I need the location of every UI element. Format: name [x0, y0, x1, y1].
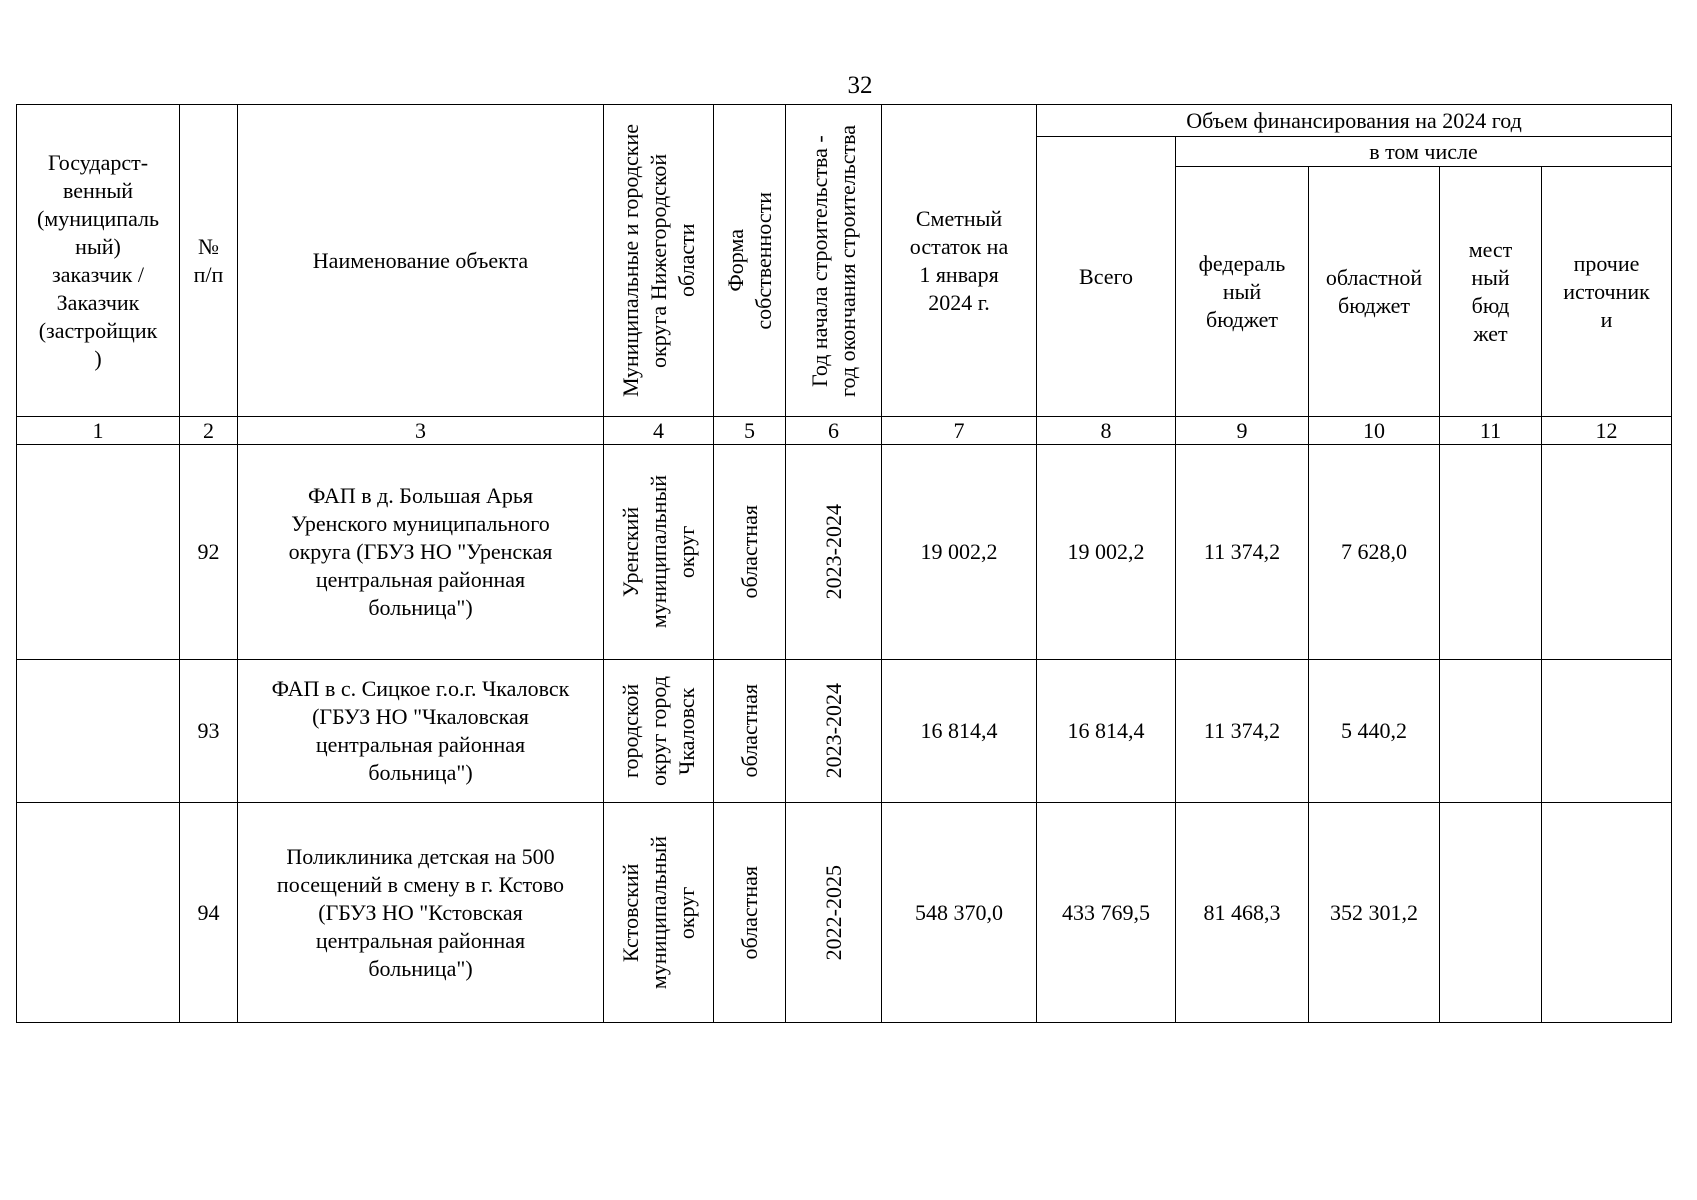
balance-cell: 16 814,4 — [882, 660, 1037, 803]
column-number: 12 — [1542, 417, 1672, 445]
header-financing-group: Объем финансирования на 2024 год — [1037, 105, 1672, 137]
district-cell — [604, 803, 714, 1023]
ownership-text: областная — [736, 684, 762, 778]
years-text: 2023-2024 — [820, 504, 846, 600]
object-name-cell: ФАП в д. Большая Арья Уренского муниципального округа (ГБУЗ НО "Уренская центральная районная больница") — [238, 445, 604, 660]
customer-cell — [17, 803, 180, 1023]
header-district-text: Муниципальные и городские округа Нижегородской области — [617, 124, 699, 397]
years-cell — [786, 803, 882, 1023]
balance-cell: 548 370,0 — [882, 803, 1037, 1023]
local-cell — [1440, 660, 1542, 803]
regional-cell: 7 628,0 — [1309, 445, 1440, 660]
customer-cell — [17, 660, 180, 803]
federal-cell: 11 374,2 — [1176, 660, 1309, 803]
header-row-1 — [17, 105, 1672, 137]
other-cell — [1542, 803, 1672, 1023]
column-number: 8 — [1037, 417, 1176, 445]
local-cell — [1440, 445, 1542, 660]
object-name-cell: Поликлиника детская на 500 посещений в смену в г. Кстово (ГБУЗ НО "Кстовская центральная районная больница") — [238, 803, 604, 1023]
other-cell — [1542, 445, 1672, 660]
district-text: городской округ город Чкаловск — [617, 676, 699, 786]
financing-table — [16, 104, 1672, 1023]
ownership-cell — [714, 803, 786, 1023]
district-cell — [604, 660, 714, 803]
header-object-name: Наименование объекта — [238, 105, 604, 417]
district-cell — [604, 445, 714, 660]
column-number: 6 — [786, 417, 882, 445]
header-including-group: в том числе — [1176, 137, 1672, 167]
header-balance: Сметный остаток на 1 января 2024 г. — [882, 105, 1037, 417]
header-total: Всего — [1037, 137, 1176, 417]
balance-cell: 19 002,2 — [882, 445, 1037, 660]
district-text: Кстовский муниципальный округ — [617, 835, 699, 990]
years-cell — [786, 660, 882, 803]
column-number: 10 — [1309, 417, 1440, 445]
years-cell — [786, 445, 882, 660]
total-cell: 16 814,4 — [1037, 660, 1176, 803]
column-number: 3 — [238, 417, 604, 445]
header-ownership — [714, 105, 786, 417]
header-years — [786, 105, 882, 417]
regional-cell: 5 440,2 — [1309, 660, 1440, 803]
column-number: 1 — [17, 417, 180, 445]
column-number: 7 — [882, 417, 1037, 445]
ownership-text: областная — [736, 865, 762, 960]
ownership-cell — [714, 660, 786, 803]
row-number-cell: 93 — [180, 660, 238, 803]
header-customer: Государст- венный (муниципаль ный) заказчик / Заказчик (застройщик ) — [17, 105, 180, 417]
column-numbers-row — [17, 417, 1672, 445]
ownership-text: областная — [736, 505, 762, 599]
years-text: 2022-2025 — [820, 864, 846, 961]
row-number-cell: 94 — [180, 803, 238, 1023]
header-regional: областной бюджет — [1309, 167, 1440, 417]
row-number-cell: 92 — [180, 445, 238, 660]
table-row — [17, 803, 1672, 1023]
header-district — [604, 105, 714, 417]
header-years-text: Год начала строительства - год окончания строительства — [806, 124, 860, 397]
ownership-cell — [714, 445, 786, 660]
header-federal: федераль ный бюджет — [1176, 167, 1309, 417]
local-cell — [1440, 803, 1542, 1023]
total-cell: 433 769,5 — [1037, 803, 1176, 1023]
regional-cell: 352 301,2 — [1309, 803, 1440, 1023]
customer-cell — [17, 445, 180, 660]
district-text: Уренский муниципальный округ — [617, 475, 699, 629]
years-text: 2023-2024 — [820, 683, 846, 779]
federal-cell: 11 374,2 — [1176, 445, 1309, 660]
other-cell — [1542, 660, 1672, 803]
table-row — [17, 660, 1672, 803]
federal-cell: 81 468,3 — [1176, 803, 1309, 1023]
column-number: 2 — [180, 417, 238, 445]
object-name-cell: ФАП в с. Сицкое г.о.г. Чкаловск (ГБУЗ НО "Чкаловская центральная районная больница") — [238, 660, 604, 803]
header-local: мест ный бюд жет — [1440, 167, 1542, 417]
column-number: 9 — [1176, 417, 1309, 445]
page-number: 32 — [847, 72, 873, 99]
column-number: 11 — [1440, 417, 1542, 445]
column-number: 5 — [714, 417, 786, 445]
total-cell: 19 002,2 — [1037, 445, 1176, 660]
header-ownership-text: Форма собственности — [722, 191, 776, 330]
column-number: 4 — [604, 417, 714, 445]
table-row — [17, 445, 1672, 660]
header-other: прочие источник и — [1542, 167, 1672, 417]
header-row-number: № п/п — [180, 105, 238, 417]
